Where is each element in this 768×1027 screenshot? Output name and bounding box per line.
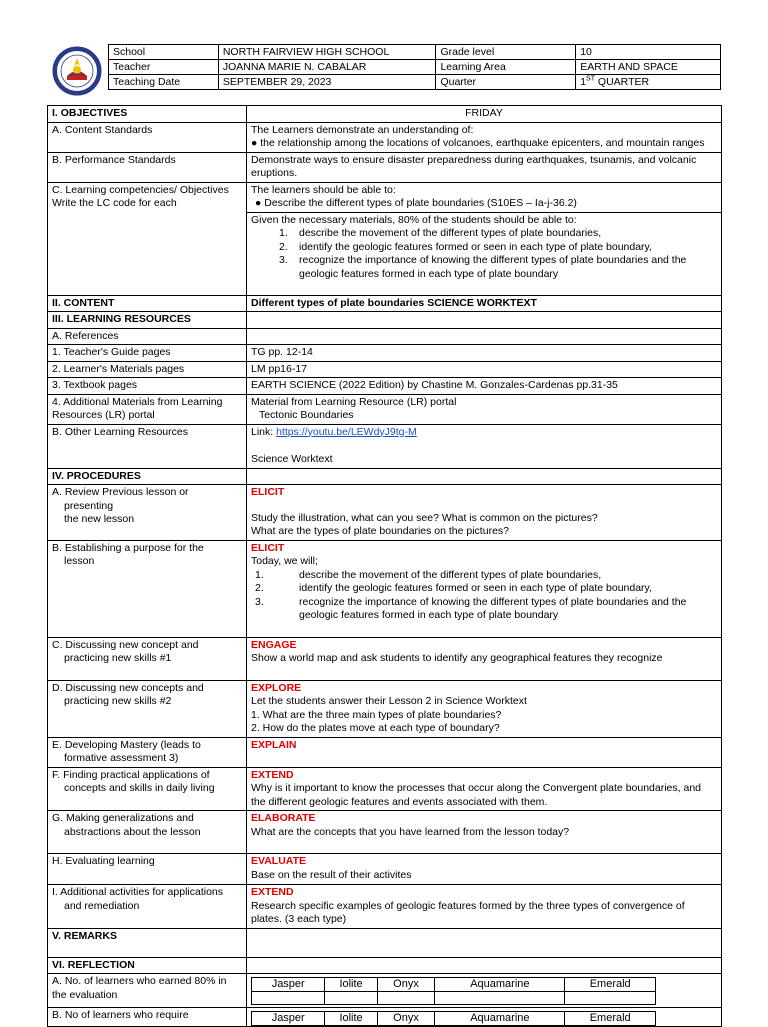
learners-materials-value: LM pp16-17 [247, 361, 722, 378]
procedure-a-label-line2: presenting [64, 499, 114, 512]
procedure-f-line1: Why is it important to know the processes that occur along the Convergent plate boundaries, and the different geologic features and events associated with them. [251, 782, 702, 808]
sections-header-row [252, 978, 656, 992]
link-prefix: Link: [251, 425, 277, 438]
quarter-word: QUARTER [595, 76, 650, 88]
additional-materials-row [48, 394, 722, 424]
procedure-a-label-line1: A. Review Previous lesson or [52, 486, 189, 498]
procedure-a-line1: Study the illustration, what can you see? What is common on the pictures? [251, 511, 598, 524]
procedure-c-label-line2: practicing new skills #1 [64, 652, 172, 664]
content-standards-line1: The Learners demonstrate an understanding of: [251, 123, 474, 136]
procedure-d-tag: EXPLORE [251, 681, 302, 694]
competencies-label [48, 182, 247, 295]
header-table [108, 44, 721, 90]
grade-level-label: Grade level [436, 45, 576, 60]
procedure-g-row [48, 811, 722, 854]
procedure-a-line2: What are the types of plate boundaries on the pictures? [251, 525, 509, 537]
competencies-label-line1: C. Learning competencies/ Objectives [52, 183, 229, 196]
references-row [48, 328, 722, 345]
procedure-h-row [48, 854, 722, 885]
procedure-b-row [48, 540, 722, 637]
procedure-g-tag: ELABORATE [251, 812, 316, 824]
objective-item [251, 254, 717, 281]
procedure-h-label [48, 854, 247, 885]
procedure-d-line3: 2. How do the plates move at each type of boundary? [251, 722, 500, 734]
content-standards-row [48, 122, 722, 152]
procedure-d-row [48, 680, 722, 737]
objective-text: recognize the importance of knowing the different types of plate boundaries and the geologic features formed in each type of plate boundary [299, 254, 687, 280]
content-text: Different types of plate boundaries SCIENCE WORKTEXT [247, 295, 722, 312]
objectives-heading: I. OBJECTIVES [48, 106, 247, 123]
day-label: FRIDAY [247, 106, 722, 123]
sections-table-a [251, 977, 656, 1005]
grade-level-value: 10 [576, 45, 721, 60]
learners-materials-label: 2. Learner's Materials pages [48, 361, 247, 378]
quarter-value [576, 75, 721, 90]
procedure-g-label-line1: G. Making generalizations and [52, 812, 194, 824]
procedure-e-text [247, 737, 722, 767]
content-heading: II. CONTENT [48, 295, 247, 312]
header-row-teacher [109, 60, 721, 75]
additional-materials-line2: Tectonic Boundaries [259, 409, 354, 421]
procedure-e-row [48, 737, 722, 767]
deped-seal-logo [52, 46, 102, 96]
objective-number: 2. [279, 240, 288, 253]
reflection-a-label-line1: A. No. of learners who earned 80% in [52, 975, 227, 987]
procedures-heading: IV. PROCEDURES [48, 468, 247, 485]
procedure-c-line1: Show a world map and ask students to identify any geographical features they recognize [251, 652, 663, 664]
remarks-heading: V. REMARKS [48, 928, 247, 957]
procedure-d-line1: Let the students answer their Lesson 2 in Science Worktext [251, 695, 527, 707]
section-onyx: Onyx [377, 978, 435, 992]
section-onyx: Onyx [377, 1012, 435, 1026]
objectives-list-cell [247, 212, 722, 295]
header-row-date [109, 75, 721, 90]
procedure-c-label [48, 637, 247, 680]
learners-materials-row [48, 361, 722, 378]
procedure-d-text [247, 680, 722, 737]
textbook-row [48, 378, 722, 395]
video-link-line [251, 426, 717, 440]
competencies-intro: The learners should be able to: [251, 183, 396, 196]
quarter-number: 1 [580, 76, 587, 88]
quarter-suffix: ST [586, 75, 595, 83]
procedure-b-list [251, 569, 717, 623]
video-link[interactable]: https://youtu.be/LEWdyJ9tg-M [276, 425, 417, 438]
procedure-g-label-line2: abstractions about the lesson [64, 825, 201, 838]
procedure-a-text [247, 485, 722, 541]
remarks-row [48, 928, 722, 957]
procedure-i-label-line2: and remediation [64, 899, 140, 912]
textbook-label: 3. Textbook pages [48, 378, 247, 395]
procedure-a-label [48, 485, 247, 541]
additional-materials-line1: Material from Learning Resource (LR) portal [251, 395, 457, 408]
procedure-i-row [48, 885, 722, 929]
procedure-i-text [247, 885, 722, 929]
objective-text: identify the geologic features formed or seen in each type of plate boundary, [299, 240, 652, 253]
purpose-item [251, 569, 717, 583]
teaching-date-value: SEPTEMBER 29, 2023 [218, 75, 436, 90]
resources-heading: III. LEARNING RESOURCES [48, 312, 247, 329]
science-worktext-note: Science Worktext [251, 453, 333, 465]
section-jasper: Jasper [252, 978, 325, 992]
procedure-c-text [247, 637, 722, 680]
objectives-list [251, 227, 717, 281]
purpose-number: 1. [255, 568, 264, 581]
procedure-c-row [48, 637, 722, 680]
procedure-e-tag: EXPLAIN [251, 738, 297, 751]
empty-cell [247, 312, 722, 329]
section-aquamarine: Aquamarine [435, 1012, 565, 1026]
teaching-date-label: Teaching Date [109, 75, 219, 90]
procedure-a-row [48, 485, 722, 541]
school-label: School [109, 45, 219, 60]
procedure-f-tag: EXTEND [251, 768, 294, 781]
procedure-h-tag: EVALUATE [251, 855, 307, 867]
procedure-g-line1: What are the concepts that you have learned from the lesson today? [251, 825, 570, 838]
procedure-i-line1: Research specific examples of geologic features formed by the three types of convergence of plates. (3 each type) [251, 899, 685, 925]
section-emerald: Emerald [565, 978, 656, 992]
purpose-number: 3. [255, 595, 264, 608]
purpose-item [251, 582, 717, 596]
procedure-h-text [247, 854, 722, 885]
objectives-intro: Given the necessary materials, 80% of the students should be able to: [251, 213, 577, 226]
competencies-code: ● Describe the different types of plate boundaries (S10ES – Ia-j-36.2) [255, 197, 577, 209]
quarter-label: Quarter [436, 75, 576, 90]
procedure-f-row [48, 767, 722, 811]
objective-item [251, 241, 717, 255]
procedure-g-label [48, 811, 247, 854]
procedure-b-intro: Today, we will; [251, 555, 318, 567]
procedure-b-tag: ELICIT [251, 541, 285, 554]
teachers-guide-label: 1. Teacher's Guide pages [48, 345, 247, 362]
reflection-heading-row [48, 957, 722, 974]
purpose-number: 2. [255, 582, 264, 594]
content-standards-line2: ● the relationship among the locations of volcanoes, earthquake epicenters, and mountain ranges [251, 137, 705, 149]
procedure-i-label [48, 885, 247, 929]
reflection-heading: VI. REFLECTION [48, 957, 247, 974]
sections-count-row [252, 992, 656, 1005]
procedure-a-label-line3: the new lesson [64, 513, 135, 525]
other-resources-row [48, 424, 722, 468]
reflection-a-row [48, 974, 722, 1008]
purpose-item [251, 596, 717, 623]
reflection-a-label [48, 974, 247, 1008]
competencies-code-cell [247, 182, 722, 212]
procedure-h-label-line1: H. Evaluating learning [52, 855, 155, 867]
lesson-plan-table [47, 105, 722, 1027]
teachers-guide-row [48, 345, 722, 362]
header-row-school [109, 45, 721, 60]
purpose-text: recognize the importance of knowing the different types of plate boundaries and the geologic features formed in each type of plate boundary [299, 595, 687, 621]
count-cell[interactable] [565, 992, 656, 1005]
content-row [48, 295, 722, 312]
references-label: A. References [48, 328, 247, 345]
sections-header-row [252, 1012, 656, 1026]
performance-standards-row [48, 152, 722, 182]
purpose-text: describe the movement of the different types of plate boundaries, [299, 568, 602, 581]
procedure-b-label-line1: B. Establishing a purpose for the [52, 541, 204, 554]
procedure-f-label-line1: F. Finding practical applications of [52, 768, 210, 781]
procedure-a-tag: ELICIT [251, 486, 285, 498]
school-value: NORTH FAIRVIEW HIGH SCHOOL [218, 45, 436, 60]
resources-heading-row [48, 312, 722, 329]
additional-materials-value [247, 394, 722, 424]
empty-cell [247, 328, 722, 345]
procedure-d-label [48, 680, 247, 737]
procedure-e-label-line2: formative assessment 3) [64, 752, 179, 764]
procedure-g-text [247, 811, 722, 854]
count-cell[interactable] [377, 992, 435, 1005]
reflection-a-label-line2: the evaluation [52, 988, 118, 1001]
teacher-label: Teacher [109, 60, 219, 75]
section-iolite: Iolite [325, 978, 377, 992]
section-emerald: Emerald [565, 1012, 656, 1026]
procedure-f-text [247, 767, 722, 811]
procedure-b-label-line2: lesson [64, 555, 95, 567]
procedure-c-label-line1: C. Discussing new concept and [52, 638, 199, 651]
performance-standards-text: Demonstrate ways to ensure disaster preparedness during earthquakes, tsunamis, and volcanic eruptions. [247, 152, 722, 182]
procedure-d-line2: 1. What are the three main types of plate boundaries? [251, 708, 502, 721]
objective-number: 1. [279, 227, 288, 239]
procedure-i-tag: EXTEND [251, 886, 294, 898]
count-cell[interactable] [435, 992, 565, 1005]
content-standards-text [247, 122, 722, 152]
additional-materials-label-line2: Resources (LR) portal [52, 409, 155, 421]
objective-item [251, 227, 717, 241]
reflection-b-label-line1: B. No of learners who require [52, 1009, 189, 1021]
other-resources-value [247, 424, 722, 468]
procedure-b-label [48, 540, 247, 637]
objectives-heading-row [48, 106, 722, 123]
section-iolite: Iolite [325, 1012, 377, 1026]
procedure-i-label-line1: I. Additional activities for applications [52, 886, 224, 898]
procedure-e-label-line1: E. Developing Mastery (leads to [52, 738, 201, 751]
performance-standards-label: B. Performance Standards [48, 152, 247, 182]
additional-materials-label [48, 394, 247, 424]
procedure-f-label-line2: concepts and skills in daily living [64, 782, 215, 794]
section-jasper: Jasper [252, 1012, 325, 1026]
section-aquamarine: Aquamarine [435, 978, 565, 992]
teacher-value: JOANNA MARIE N. CABALAR [218, 60, 436, 75]
empty-cell [247, 468, 722, 485]
remarks-cell [247, 928, 722, 957]
procedure-c-tag: ENGAGE [251, 638, 297, 651]
procedure-e-label [48, 737, 247, 767]
learning-area-value: EARTH AND SPACE [576, 60, 721, 75]
procedures-heading-row [48, 468, 722, 485]
textbook-value: EARTH SCIENCE (2022 Edition) by Chastine M. Gonzales-Cardenas pp.31-35 [247, 378, 722, 395]
empty-cell [247, 957, 722, 974]
competencies-label-line2: Write the LC code for each [52, 197, 177, 209]
objective-number: 3. [279, 254, 288, 266]
objective-text: describe the movement of the different types of plate boundaries, [299, 227, 602, 239]
procedure-d-label-line1: D. Discussing new concepts and [52, 681, 204, 694]
procedure-f-label [48, 767, 247, 811]
procedure-d-label-line2: practicing new skills #2 [64, 695, 172, 707]
teachers-guide-value: TG pp. 12-14 [247, 345, 722, 362]
count-cell[interactable] [252, 992, 325, 1005]
procedure-h-line1: Base on the result of their activites [251, 868, 412, 881]
learning-area-label: Learning Area [436, 60, 576, 75]
reflection-a-sections [247, 974, 722, 1008]
competencies-row [48, 182, 722, 212]
additional-materials-label-line1: 4. Additional Materials from Learning [52, 395, 223, 408]
other-resources-label: B. Other Learning Resources [48, 424, 247, 468]
content-standards-label: A. Content Standards [48, 122, 247, 152]
count-cell[interactable] [325, 992, 377, 1005]
procedure-b-text [247, 540, 722, 637]
purpose-text: identify the geologic features formed or seen in each type of plate boundary, [299, 582, 652, 594]
